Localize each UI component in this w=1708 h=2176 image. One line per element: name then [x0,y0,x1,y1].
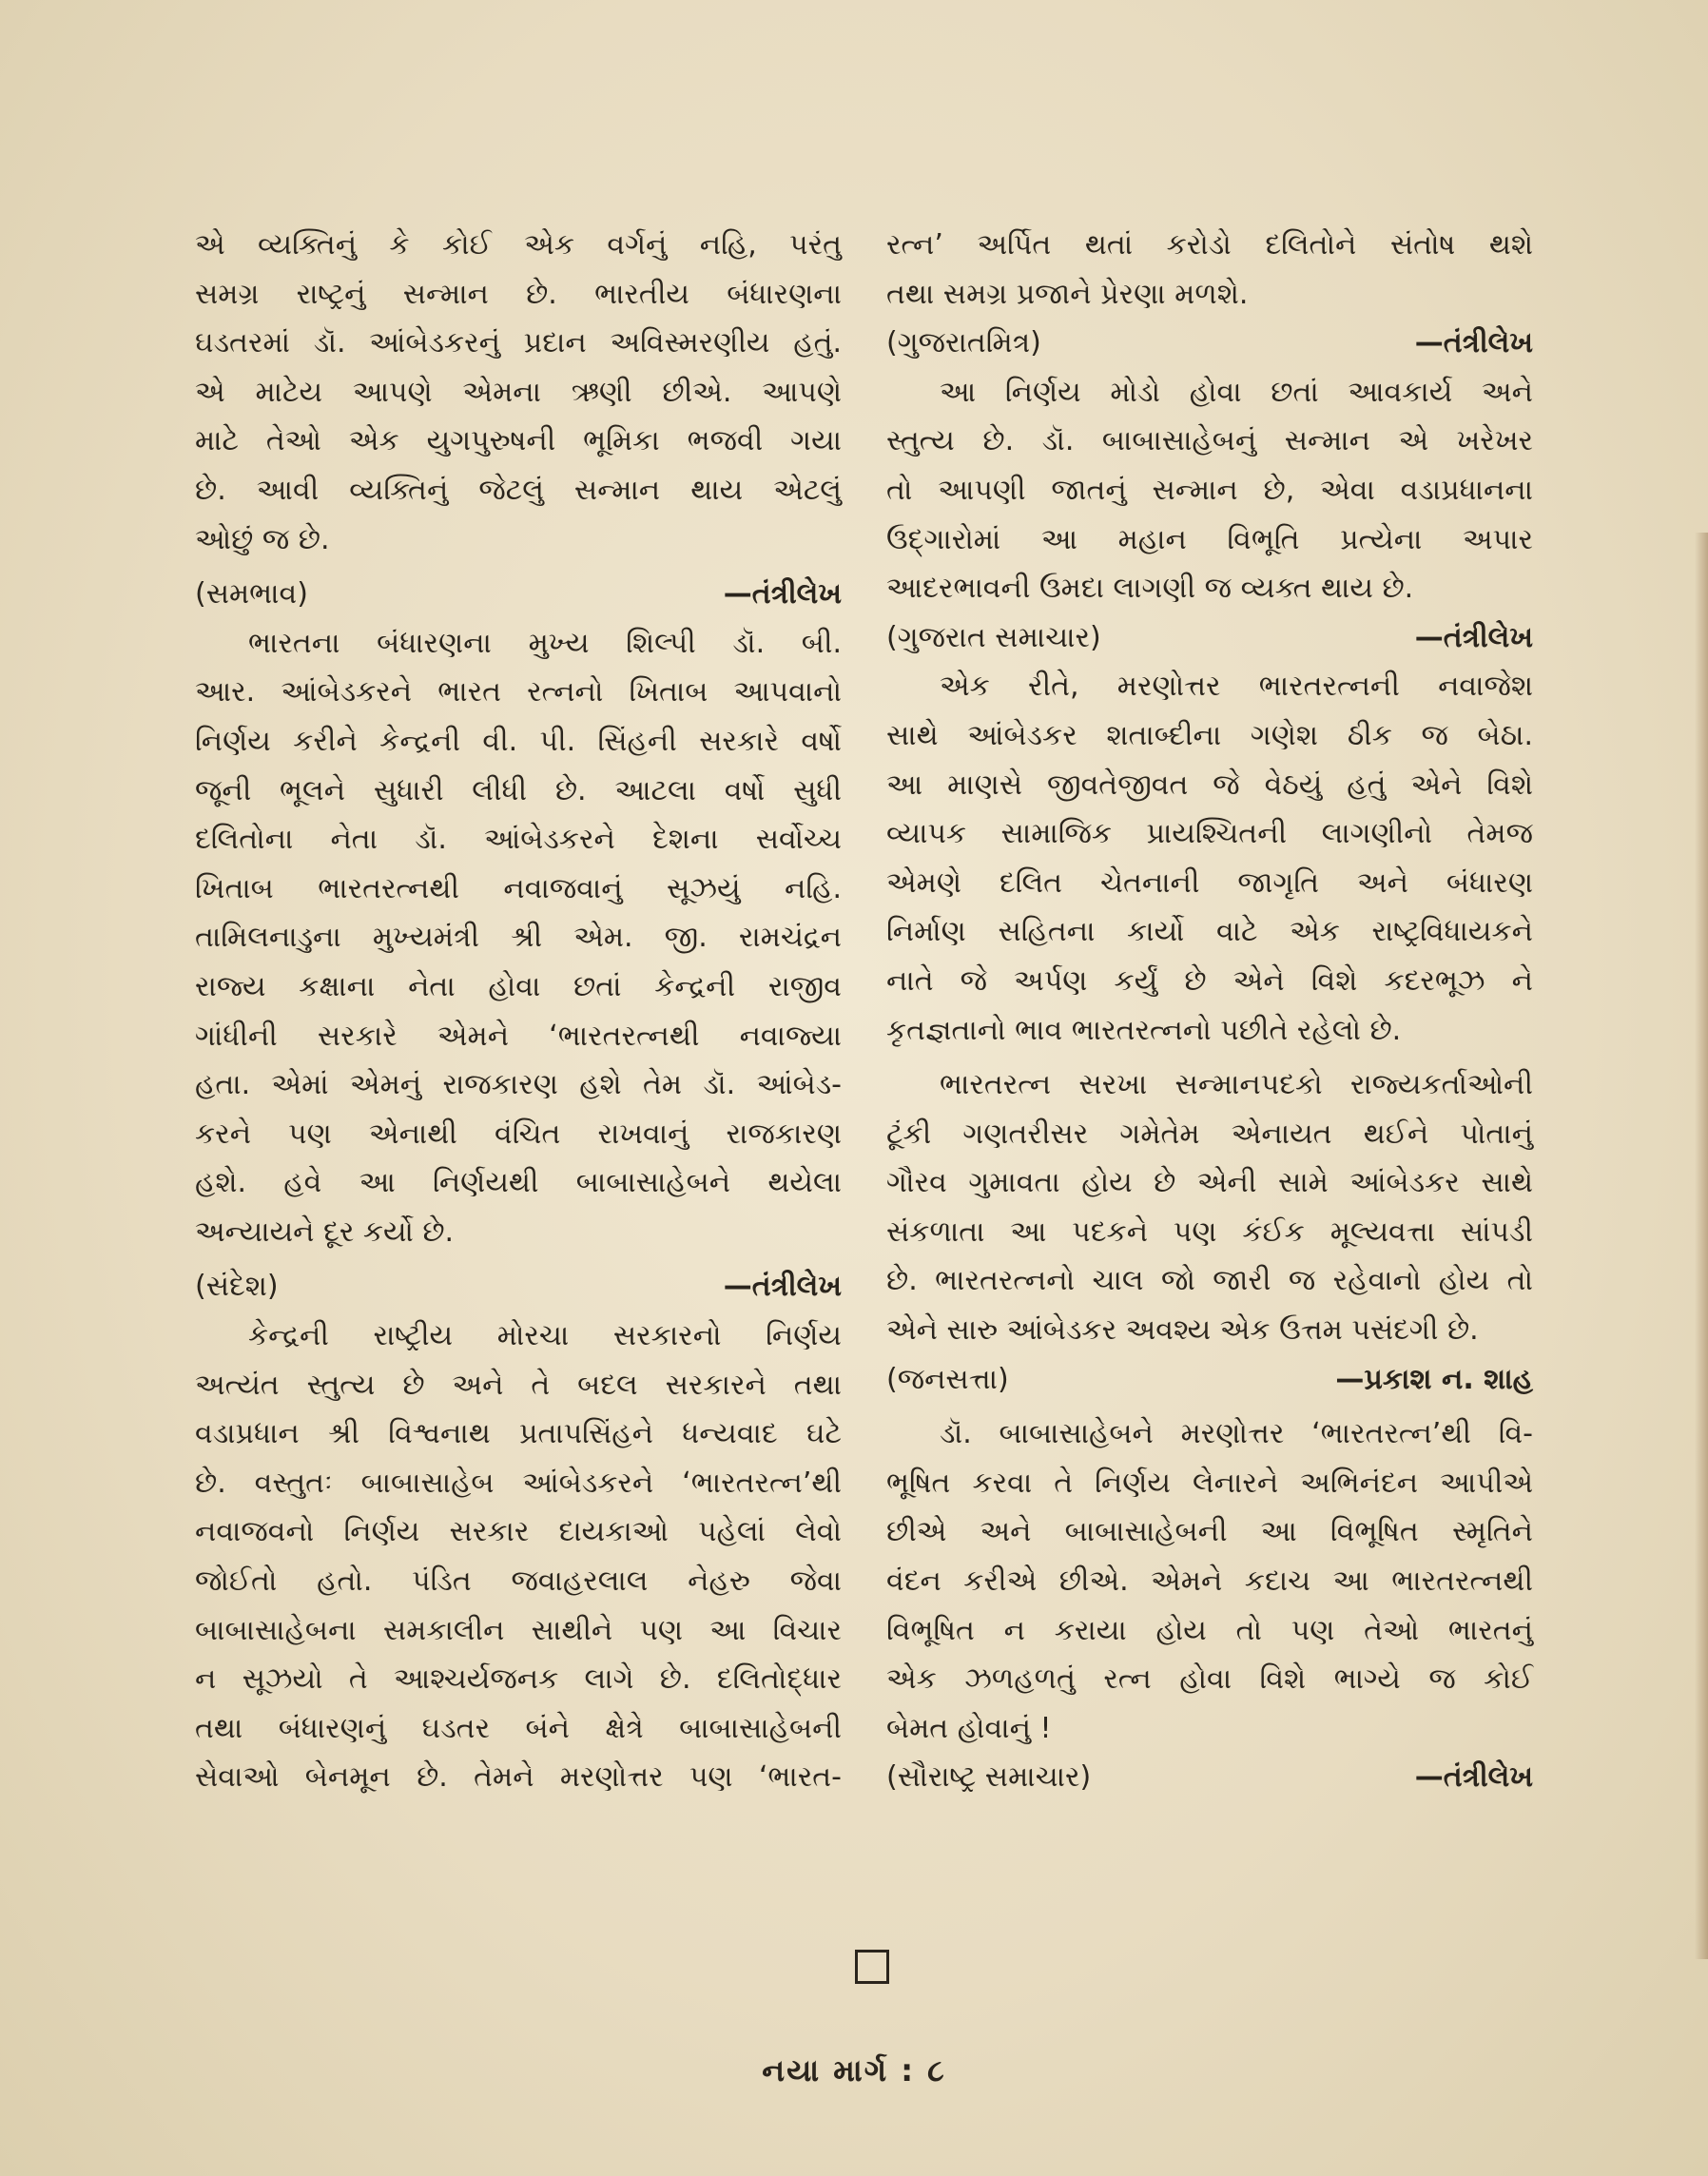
text-line: માટે તેઓ એક યુગપુરુષની ભૂમિકા ભજવી ગયા [195,424,842,458]
text-line: ટૂંકી ગણતરીસર ગમેતેમ એનાયત થઈને પોતાનું [886,1117,1533,1151]
attribution-author: —તંત્રીલેખ [1414,326,1533,360]
page-edge-shadow [1695,533,1708,1959]
text-line: એ માટેય આપણે એમના ઋણી છીએ. આપણે [195,375,842,409]
paragraph [886,368,1533,613]
attribution-source: (જનસત્તા) [886,1362,1009,1396]
attribution [886,319,1533,368]
text-line: અન્યાયને દૂર કર્યો છે. [195,1214,455,1249]
attribution-author: —તંત્રીલેખ [723,1270,842,1304]
attribution [195,570,842,619]
attribution-source: (ગુજરાત સમાચાર) [886,620,1101,654]
text-line: સાથે આંબેડકર શતાબ્દીના ગણેશ ઠીક જ બેઠા. [886,718,1533,752]
attribution-source: (સંદેશ) [195,1270,279,1304]
text-line: કરને પણ એનાથી વંચિત રાખવાનું રાજકારણ [195,1117,842,1151]
text-line: આ નિર્ણય મોડો હોવા છતાં આવકાર્ય અને [940,375,1533,409]
paragraph [886,221,1533,319]
text-line: ન સૂઝયો તે આશ્ચર્યજનક લાગે છે. દલિતોદ્ધાર [195,1662,842,1697]
text-line: અત્યંત સ્તુત્ય છે અને તે બદલ સરકારને તથા [195,1368,842,1402]
text-line: આદરભાવની ઉમદા લાગણી જ વ્યક્ત થાય છે. [886,572,1414,606]
text-line: છે. આવી વ્યક્તિનું જેટલું સન્માન થાય એટલું [195,473,842,507]
right-column [886,221,1533,1802]
text-line: આર. આંબેડકરને ભારત રત્નનો ખિતાબ આપવાનો [195,675,842,709]
text-line: રત્ન’ અર્પિત થતાં કરોડો દલિતોને સંતોષ થશે [886,228,1533,262]
text-line: વંદન કરીએ છીએ. એમને કદાચ આ ભારતરત્નથી [886,1564,1533,1599]
text-line: સમગ્ર રાષ્ટ્રનું સન્માન છે. ભારતીય બંધારણના [195,277,842,311]
text-line: બેમત હોવાનું ! [886,1711,1052,1745]
paragraph [195,619,842,1257]
attribution-author: —તંત્રીલેખ [723,577,842,612]
text-line: તામિલનાડુના મુખ્યમંત્રી શ્રી એમ. જી. રામચંદ્રન [195,921,842,955]
end-of-article-square [855,1950,889,1984]
attribution [886,1753,1533,1802]
text-line: નિર્માણ સહિતના કાર્યો વાટે એક રાષ્ટ્રવિધાયકને [886,915,1533,949]
paragraph [886,662,1533,1055]
text-line: છે. વસ્તુતઃ બાબાસાહેબ આંબેડકરને ‘ભારતરત્ન’થી [195,1466,842,1500]
text-line: સંકળાતા આ પદકને પણ કંઈક મૂલ્યવત્તા સાંપડી [886,1214,1533,1249]
text-line: ભૂષિત કરવા તે નિર્ણય લેનારને અભિનંદન આપીએ [886,1466,1533,1500]
text-line: તથા બંધારણનું ઘડતર બંને ક્ષેત્રે બાબાસાહેબની [195,1711,842,1745]
text-line: ઓછું જ છે. [195,522,330,556]
text-line: એક રીતે, મરણોત્તર ભારતરત્નની નવાજેશ [940,670,1533,704]
attribution-author: —પ્રકાશ ન. શાહ [1335,1362,1533,1396]
attribution-source: (સૌરાષ્ટ્ર સમાચાર) [886,1760,1092,1795]
text-line: ગૌરવ ગુમાવતા હોય છે એની સામે આંબેડકર સાથે [886,1166,1533,1200]
text-line: આ માણસે જીવતેજીવત જે વેઠયું હતું એને વિશે [886,767,1533,802]
text-line: એને સારુ આંબેડકર અવશ્ય એક ઉત્તમ પસંદગી છે. [886,1313,1479,1348]
text-line: ગાંધીની સરકારે એમને ‘ભારતરત્નથી નવાજ્યા [195,1019,842,1053]
text-line: કૃતજ્ઞતાનો ભાવ ભારતરત્નનો પછીતે રહેલો છે. [886,1013,1402,1047]
text-line: હતા. એમાં એમનું રાજકારણ હશે તેમ ડૉ. આંબેડ- [195,1068,842,1102]
text-line: જોઈતો હતો. પંડિત જવાહરલાલ નેહરુ જેવા [195,1564,842,1599]
paragraph [195,221,842,564]
text-line: છીએ અને બાબાસાહેબની આ વિભૂષિત સ્મૃતિને [886,1515,1533,1549]
text-line: સ્તુત્ય છે. ડૉ. બાબાસાહેબનું સન્માન એ ખરેખર [886,424,1533,458]
text-line: ઘડતરમાં ડૉ. આંબેડકરનું પ્રદાન અવિસ્મરણીય હતું. [195,326,842,360]
paragraph [886,1060,1533,1355]
text-line: ડૉ. બાબાસાહેબને મરણોત્તર ‘ભારતરત્ન’થી વિ- [940,1417,1533,1451]
text-line: નિર્ણય કરીને કેન્દ્રની વી. પી. સિંહની સરકારે વર્ષો [195,724,842,758]
page-footer: નયા માર્ગ : ૮ [762,2052,946,2089]
text-line: એ વ્યક્તિનું કે કોઈ એક વર્ગનું નહિ, પરંતુ [195,228,842,262]
text-line: નાતે જે અર્પણ કર્યું છે એને વિશે કદરભૂઝ ને [886,963,1533,998]
attribution [886,1355,1533,1405]
attribution-source: (ગુજરાતમિત્ર) [886,326,1041,360]
text-line: રાજ્ય કક્ષાના નેતા હોવા છતાં કેન્દ્રની રાજીવ [195,969,842,1003]
paragraph [886,1409,1533,1753]
text-line: બાબાસાહેબના સમકાલીન સાથીને પણ આ વિચાર [195,1613,842,1647]
attribution-source: (સમભાવ) [195,577,308,612]
text-line: વડાપ્રધાન શ્રી વિશ્વનાથ પ્રતાપસિંહને ધન્યવાદ ઘટે [195,1417,842,1451]
text-line: નવાજવનો નિર્ણય સરકાર દાયકાઓ પહેલાં લેવો [195,1515,842,1549]
text-line: ભારતરત્ન સરખા સન્માનપદકો રાજ્યકર્તાઓની [940,1068,1533,1102]
text-line: છે. ભારતરત્નનો ચાલ જો જારી જ રહેવાનો હોય તો [886,1264,1533,1298]
text-line: હશે. હવે આ નિર્ણયથી બાબાસાહેબને થયેલા [195,1166,842,1200]
text-line: ઉદ્ગારોમાં આ મહાન વિભૂતિ પ્રત્યેના અપાર [886,522,1533,556]
text-line: જૂની ભૂલને સુધારી લીધી છે. આટલા વર્ષો સુધી [195,773,842,807]
attribution-author: —તંત્રીલેખ [1414,1760,1533,1795]
attribution-author: —તંત્રીલેખ [1414,620,1533,654]
text-line: ભારતના બંધારણના મુખ્ય શિલ્પી ડૉ. બી. [248,626,842,660]
text-line: એમણે દલિત ચેતનાની જાગૃતિ અને બંધારણ [886,865,1533,900]
text-line: દલિતોના નેતા ડૉ. આંબેડકરને દેશના સર્વોચ્ચ [195,823,842,857]
text-line: ખિતાબ ભારતરત્નથી નવાજવાનું સૂઝયું નહિ. [195,871,842,905]
text-line: વિભૂષિત ન કરાયા હોય તો પણ તેઓ ભારતનું [886,1613,1533,1647]
left-column [195,221,842,1802]
text-line: સેવાઓ બેનમૂન છે. તેમને મરણોત્તર પણ ‘ભારત- [195,1760,842,1795]
text-line: તો આપણી જાતનું સન્માન છે, એવા વડાપ્રધાનના [886,473,1533,507]
attribution [195,1262,842,1311]
paragraph [195,1311,842,1802]
text-line: વ્યાપક સામાજિક પ્રાયશ્ચિતની લાગણીનો તેમજ [886,817,1533,851]
text-line: તથા સમગ્ર પ્રજાને પ્રેરણા મળશે. [886,277,1249,311]
text-line: એક ઝળહળતું રત્ન હોવા વિશે ભાગ્યે જ કોઈ [886,1662,1533,1697]
attribution [886,613,1533,663]
text-line: કેન્દ્રની રાષ્ટ્રીય મોરચા સરકારનો નિર્ણય [248,1319,842,1353]
